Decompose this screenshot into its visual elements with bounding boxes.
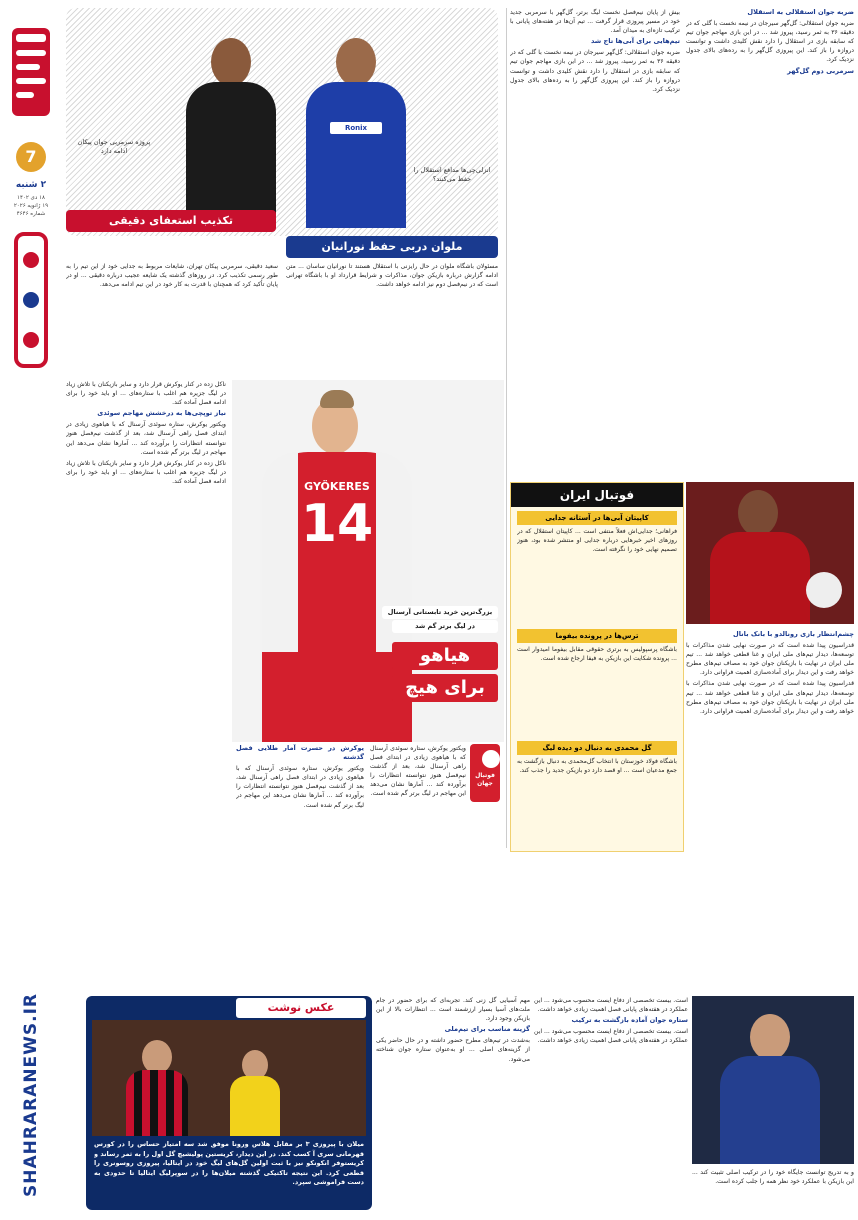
photo-news-caption: میلان با پیروزی ۳ بر مقابل هلاس ورونا موفق شد سه امتیاز حساس را در کورس قهرمانی سری آ کسب کند. در این دیدار، کریستین پولیشیچ گل اول را به ثمر رساند و کریستوفر انکونکو نیز با ثبت اولین گل‌های لیگ خود در ایتالیا، پیروزی روسونری را قطعی کرد. این نتیجه تاکتیکی گذشته میلان‌ها را در سوپرلیگ ایتالیا تا حدودی به دست فراموشی سپرد. [94, 1140, 364, 1186]
iran-headline-1: کاپیتان آبی‌ها در آستانه جدایی [517, 511, 677, 525]
bottom-right-text [692, 1168, 854, 1214]
masthead-strip [0, 0, 62, 1220]
right-lower-text: قدراسیون پیدا شده است که در صورت نهایی شدن مذاکرات با توسعه‌ها، دیدار تیم‌های ملی ایران و غنا قطعی خواهد شد ... تیم ملی ایران در نهایت با بازیکنان جوان خود به مصاف تیم‌های مطرح خواهد رفت و این دیدار برای آماده‌سازی اهمیت فراوانی دارد. [686, 642, 854, 677]
arsenal-feature [232, 380, 504, 742]
right-col-intro: بیش از پایان نیم‌فصل نخست لیگ برتر، گل‌گهر با سرمربی جدید خود در مسیر پیروزی قرار گرفت ... تیم آن‌ها در هفته‌های پایانی با ترکیب تازه‌ای به میدان آمد. [510, 9, 680, 35]
arsenal-headline-2: برای هیچ [392, 674, 498, 702]
website-url[interactable]: SHAHRARANEWS.IR [21, 992, 41, 1198]
body-right-text: مسئولان باشگاه ملوان در حال رایزنی با استقلال هستند تا نورانیان ساسان ... متن ادامه گزارش درباره بازیکن جوان، مذاکرات و شرایط قرارداد او با باشگاه تهرانی است که در نیم‌فصل دوم نیز ادامه خواهد داشت. [286, 263, 498, 289]
masthead-decoration [10, 230, 52, 370]
masthead-logo-text [14, 62, 17, 63]
iran-player-photo [686, 482, 854, 624]
card-left-caption: پروژه سرمربی جوان پیکان ادامه دارد [77, 138, 151, 155]
top-story-body-left [66, 262, 278, 374]
iran-football-label: فوتبال ایران [511, 483, 683, 507]
coach-photo [176, 38, 286, 228]
arsenal-col-body-3: ناکل زده در کنار یوکرش قرار دارد و سایر بازیکنان با تلاش زیاد در لیگ جزیره هم اغلب با ستاره‌های ... او باید خود را برای ادامه فصل آماده کند. [66, 459, 226, 485]
arsenal-body-2: ویکتور یوکرش، ستاره سوئدی آرسنال که با هیاهوی زیادی در ابتدای فصل راهی آرسنال شد، بعد از گذشت نیم‌فصل هنوز نتوانسته انتظارات را برآورده کند ... آمارها نشان می‌دهد این مهاجم در لیگ برتر گم شده است. [236, 765, 364, 809]
right-col-sub-1: تیم‌هایی برای آبی‌ها تاج شد [590, 37, 680, 46]
photo-news-section [86, 996, 372, 1210]
arsenal-player-photo [262, 390, 412, 742]
iran-body-1: فراهانی؛ جدایی‌اش فعلاً منتفی است ... کاپیتان استقلال که در روزهای اخیر خبرهایی درباره جدایی او منتشر شده بود، هنوز تصمیم نهایی خود را نگرفته است. [517, 528, 677, 554]
bottom-col-1 [376, 996, 530, 1210]
issue-date-3: شماره ۴۶۴۶ [16, 211, 46, 217]
iran-body-3: باشگاه فولاد خوزستان با انتخاب گل‌محمدی به دنبال بازگشت به جمع مدعیان است ... او قصد دارد دو بازیکن جدید را جذب کند. [517, 758, 677, 775]
issue-dates [4, 194, 58, 218]
milan-photo [92, 1020, 366, 1136]
right-lower-headline: چشم‌انتظار بازی رونالدو با بانک بانال [732, 630, 854, 638]
issue-day: ۲ شنبه [15, 180, 47, 190]
right-col-2 [510, 8, 680, 478]
right-lower-body [686, 630, 854, 856]
arsenal-subhead-2: یوکرش در حسرت آمار طلایی فصل گذشته [236, 744, 364, 762]
bottom-body-c: به‌شدت در تیم‌های مطرح حضور داشته و در حال حاضر یکی از گزینه‌های اصلی ... او به‌عنوان ستاره جوان شناخته می‌شود. [376, 1037, 530, 1063]
top-story-photo [66, 8, 498, 236]
headline-left: تکذیب استعفای دقیقی [66, 210, 276, 232]
arsenal-pill-1: بزرگ‌ترین خرید تابستانی آرسنال [382, 606, 498, 619]
bottom-col-2 [534, 996, 688, 1210]
top-story-body-right [286, 262, 498, 374]
body-left-text: سعید دقیقی، سرمربی پیکان تهران، شایعات مربوط به جدایی خود از این تیم را به طور رسمی تکذیب کرد. در روزهای گذشته یک شایعه عجیب درباره دقیقی ... او در پایان تأکید کرد که همچنان با قدرت به کار خود در این تیم ادامه می‌دهد. [66, 263, 278, 289]
bottom-body-a-2: است. بیست تخصصی از دفاع ایست محسوب می‌شود ... این عملکرد در هفته‌های پایانی فصل اهمیت زیادی خواهد داشت. [534, 1028, 688, 1045]
arsenal-body-col-2 [236, 744, 364, 990]
arsenal-pill-2: در لیگ برتر گم شد [392, 620, 498, 633]
jersey-name: GYÖKERES [304, 480, 370, 493]
iran-headline-2: ترس‌ها در پرونده بیفوما [517, 629, 677, 643]
arsenal-col-body-2: ویکتور یوکرش، ستاره سوئدی آرسنال که با هیاهوی زیادی در ابتدای فصل راهی آرسنال شد، بعد از گذشت نیم‌فصل هنوز نتوانسته انتظارات را برآورده کند ... آمارها نشان می‌دهد این مهاجم در لیگ برتر گم شده است. [66, 421, 226, 456]
right-col-sub-2: سرمربی دوم گل‌گهر [787, 66, 854, 75]
bottom-subhead-b: گزینه مناسب برای تیم‌ملی [444, 1025, 530, 1034]
bottom-body-b: مهم آسیایی گل زنی کند. تجربه‌ای که برای حضور در جام ملت‌های آسیا بسیار ارزشمند است ... انتظارات بالا از این بازیکن وجود دارد. [376, 997, 530, 1023]
arsenal-left-col [66, 380, 226, 992]
right-col-divider [506, 8, 507, 848]
bottom-body-a: است. بیست تخصصی از دفاع ایست محسوب می‌شود ... این عملکرد در هفته‌های پایانی فصل اهمیت زیادی خواهد داشت. [534, 997, 688, 1014]
arsenal-headline-1: هیاهو [392, 642, 498, 670]
right-lower-text-2: قدراسیون پیدا شده است که در صورت نهایی شدن مذاکرات با توسعه‌ها، دیدار تیم‌های ملی ایران و غنا قطعی خواهد شد ... تیم ملی ایران در نهایت با بازیکنان جوان خود به مصاف تیم‌های مطرح خواهد رفت و این دیدار برای آماده‌سازی اهمیت فراوانی دارد. [686, 680, 854, 715]
issue-date-1: ۱۸ دی ۱۴۰۲ [16, 195, 45, 201]
arsenal-body: ویکتور یوکرش، ستاره سوئدی آرسنال که با هیاهوی زیادی در ابتدای فصل راهی آرسنال شد، بعد از گذشت نیم‌فصل هنوز نتوانسته انتظارات را برآورده کند ... آمارها نشان می‌دهد این مهاجم در لیگ برتر گم شده است. [370, 745, 466, 798]
world-football-badge [470, 744, 500, 802]
right-col-sub-0: ضربه جوان استقلالی به استقلال [747, 8, 854, 16]
iran-football-section [510, 482, 684, 852]
card-right-caption: انزلی‌چی‌ها مدافع استقلال را حفظ می‌کنند؟ [413, 166, 491, 183]
issue-number-badge: 7 [16, 142, 46, 172]
bottom-subhead-a: ستاره جوان آماده بازگشت به ترکیب [571, 1016, 688, 1025]
issue-date-2: ۱۹ ژانویه ۲۰۲۶ [13, 203, 49, 209]
bottom-body-d: و به تدریج توانست جایگاه خود را در ترکیب اصلی تثبیت کند ... این بازیکن با عملکرد خود نظر همه را جلب کرده است. [692, 1169, 854, 1186]
arsenal-body-col-1 [370, 744, 466, 990]
masthead-logo [8, 22, 54, 122]
arsenal-col-body: ناکل زده در کنار یوکرش قرار دارد و سایر بازیکنان با تلاش زیاد در لیگ جزیره هم اغلب با ستاره‌های ... او باید خود را برای ادامه فصل آماده کند. [66, 381, 226, 407]
right-col-body-2: ضربه جوان استقلالی: گل‌گهر سیرجان در نیمه نخست با گلی که در دقیقه ۳۶ به ثمر رسید، پیروز شد ... در این بازی مهاجم جوان تیم که سابقه بازی در استقلال را دارد نقش کلیدی داشت و توانست دروازه را باز کند. این پیروزی گل‌گهر را به رده‌های بالای جدول نزدیک کرد. [686, 20, 854, 64]
arsenal-subhead: نیاز توپچی‌ها به درخشش مهاجم سوئدی [97, 409, 226, 418]
right-col-1 [686, 8, 854, 478]
iran-headline-3: گل محمدی به دنبال دو دیده لیگ [517, 741, 677, 755]
jersey-number: 14 [300, 494, 374, 554]
headline-right: ملوان دربی حفظ نورانیان [286, 236, 498, 258]
iran-body-2: باشگاه پرسپولیس به برتری حقوقی مقابل بیفوما امیدوار است ... پرونده شکایت این بازیکن به فیفا ارجاع شده است. [517, 646, 677, 663]
photo-news-label: عکس نوشت [236, 998, 366, 1018]
right-col-body: ضربه جوان استقلالی: گل‌گهر سیرجان در نیمه نخست با گلی که در دقیقه ۳۶ به ثمر رسید، پیروز شد ... در این بازی مهاجم جوان تیم که سابقه بازی در استقلال را دارد نقش کلیدی داشت و توانست دروازه را باز کند. این پیروزی گل‌گهر را به رده‌های بالای جدول نزدیک کرد. [510, 49, 680, 93]
player-photo: Ronix [296, 38, 416, 228]
bottom-player-photo [692, 996, 854, 1164]
world-football-label: فوتبال جهان [475, 772, 495, 787]
